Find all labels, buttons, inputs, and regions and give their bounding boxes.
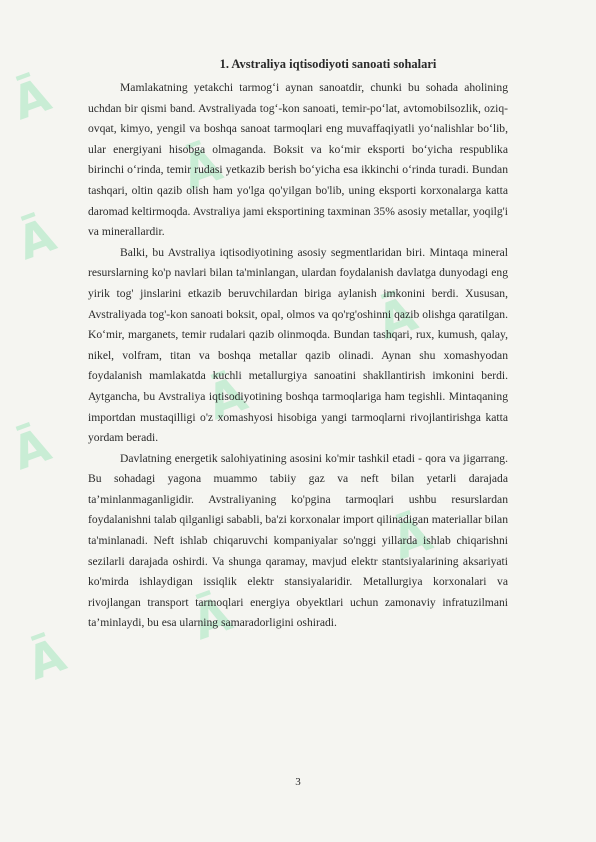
- paragraph-2: Balki, bu Avstraliya iqtisodiyotining asosiy segmentlaridan biri. Mintaqa mineral resurslarning ko'p navlari bilan ta'minlangan, ulardan foydalanish davlatga dunyodagi eng yirik tog' jinslarini etkazib beruvchilardan biriga aylanish imkonini berdi. Xususan, Avstraliyada tog'-kon sanoati boksit, opal, olmos va qo'rg'oshinni qazib olishga qaratilgan. Ko‘mir, marganets, temir rudalari qazib olinmoqda. Bundan tashqari, rux, kumush, qalay, nikel, volfram, titan va boshqa metallar qazib olinadi. Aynan shu xomashyodan foydalanish mamlakatda kuchli metallurgiya sanoatini shakllantirish imkonini berdi. Aytgancha, bu Avstraliya iqtisodiyotining boshqa tarmoqlariga ham tegishli. Mintaqaning importdan mustaqilligi o'z xomashyosi hisobiga yangi tarmoqlarni rivojlantirishga katta yordam beradi.: [88, 245, 508, 445]
- svg-text:Ā: Ā: [174, 135, 230, 202]
- page-number: 3: [295, 776, 301, 788]
- svg-text:Ā: Ā: [10, 207, 63, 271]
- document-page: [88, 56, 508, 634]
- paragraph-3: Davlatning energetik salohiyatining asosini ko'mir tashkil etadi - qora va jigarrang. Bu sohadagi yagona muammo tabiiy gaz va neft bilan yetarli darajada ta’minlanmaganligidir. Avstraliyaning ko'pgina tarmoqlari ushbu resurslardan foydalanishni talab qilganligi sababli, ba'zi korxonalar import qilinadigan materiallar bilan ta'minlanadi. Neft ishlab chiqaruvchi kompaniyalar so'nggi yillarda ishlab chiqarishni sezilarli darajada oshirdi. Va shunga qaramay, mavjud elektr stantsiyalarining aksariyati ko'mirda ishlaydigan issiqlik elektr stansiyalaridir. Metallurgiya korxonalari va rivojlangan transport tarmoqlari energiya obyektlari uchun zamonaviy infratuzilmani ta’minlaydi, bu esa ularning samaradorligini oshiradi.: [88, 451, 508, 630]
- svg-text:Ā: Ā: [384, 505, 440, 572]
- svg-text:Ā: Ā: [184, 585, 240, 652]
- section-heading: 1. Avstraliya iqtisodiyoti sanoati sohalari: [219, 57, 437, 71]
- svg-text:Ā: Ā: [5, 67, 58, 131]
- paragraph-1: Mamlakatning yetakchi tarmog‘i aynan sanoatdir, chunki bu sohada aholining uchdan bir qismi band. Avstraliyada tog‘-kon sanoati, temir-po‘lat, avtomobilsozlik, oziq-ovqat, kimyo, yengil va boshqa sanoat tarmoqlari eng muvaffaqiyatli yo‘nalishlar bo‘lib, ular energiyani hisobga olmaganda. Boksit va ko‘mir eksporti bo‘yicha respublika birinchi o‘rinda, temir rudasi yetkazib berish bo‘yicha esa ikkinchi o‘rinda turadi. Bundan tashqari, oltin qazib olish ham yo'lga qo'yilgan bo'lib, uning eksporti korxonalarga katta daromad keltirmoqda. Avstraliya jami eksportining taxminan 35% asosiy metallar, yoqilg'i va minerallardir.: [88, 81, 508, 239]
- svg-text:Ā: Ā: [20, 627, 73, 691]
- svg-text:Ā: Ā: [199, 365, 255, 432]
- svg-text:Ā: Ā: [369, 285, 425, 352]
- svg-text:Ā: Ā: [5, 417, 58, 481]
